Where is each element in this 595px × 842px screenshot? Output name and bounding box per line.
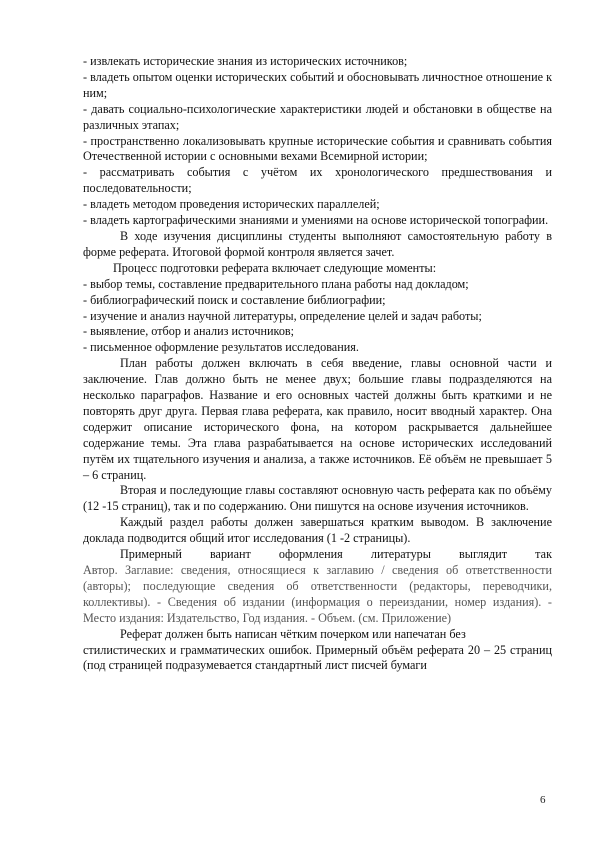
paragraph-process-intro: Процесс подготовки реферата включает следующие моменты: [113, 260, 437, 275]
page-number: 6 [540, 794, 546, 806]
list-item: - выбор темы, составление предварительного плана работы над докладом; [83, 276, 469, 291]
list-item: - владеть картографическими знаниями и умениями на основе исторической топографии. [83, 213, 549, 228]
paragraph-citation-format: Автор. Заглавие: сведения, относящиеся к заглавию / сведения об ответственности (авторы); последующие сведения об ответственности (редакторы, переводчики, коллективы). - Сведения об издании (информация о переиздании, номер издания). - Место издания: Издательство, Год издания. - Объем. (см. Приложение) [83, 563, 552, 625]
list-item: - пространственно локализовывать крупные исторические события и сравнивать события Отечественной истории с основными вехами Всемирной истории; [83, 133, 552, 164]
list-item: - библиографический поиск и составление библиографии; [83, 292, 386, 307]
paragraph-example-intro: Примерный вариант оформления литературы выглядит так [120, 547, 552, 562]
list-item: - владеть методом проведения исторических параллелей; [83, 197, 380, 212]
list-item: - изучение и анализ научной литературы, определение целей и задач работы; [83, 308, 482, 323]
paragraph-handwriting: стилистических и грамматических ошибок. Примерный объём реферата 20 – 25 страниц (под страницей подразумевается стандартный лист писчей бумаги [83, 642, 552, 673]
paragraph-chapters: Вторая и последующие главы составляют основную часть реферата как по объёму (12 -15 страниц), так и по содержанию. Они пишутся на основе изучения источников. [83, 483, 552, 514]
paragraph-conclusion: Каждый раздел работы должен завершаться кратким выводом. В заключение доклада подводится общий итог исследования (1 -2 страницы). [83, 515, 552, 546]
page-content [83, 54, 552, 674]
list-item: - рассматривать события с учётом их хронологического предшествования и последовательности; [83, 165, 552, 196]
list-item: - владеть опытом оценки исторических событий и обосновывать личностное отношение к ним; [83, 69, 552, 100]
paragraph-plan: План работы должен включать в себя введение, главы основной части и заключение. Глав должно быть не менее двух; большие главы подразделяются на несколько параграфов. Название и его основных частей должны быть краткими и не повторять друг друга. Первая глава реферата, как правило, носит вводный характер. Она содержит описание исторического фона, на котором раскрывается дальнейшее содержание темы. Эта глава разрабатывается на основе исторических исследований путём их тщательного изучения и анализа, а также источников. Её объём не превышает 5 – 6 страниц. [83, 356, 552, 482]
paragraph-independent-work: В ходе изучения дисциплины студенты выполняют самостоятельную работу в форме реферата. Итоговой формой контроля является зачет. [83, 228, 552, 259]
list-item: - выявление, отбор и анализ источников; [83, 324, 295, 339]
list-item: - письменное оформление результатов исследования. [83, 340, 359, 355]
paragraph-handwriting-first-line: Реферат должен быть написан чётким почерком или напечатан без [120, 626, 466, 641]
list-item: - извлекать исторические знания из исторических источников; [83, 54, 408, 68]
list-item: - давать социально-психологические характеристики людей и обстановки в обществе на различных этапах; [83, 101, 552, 132]
